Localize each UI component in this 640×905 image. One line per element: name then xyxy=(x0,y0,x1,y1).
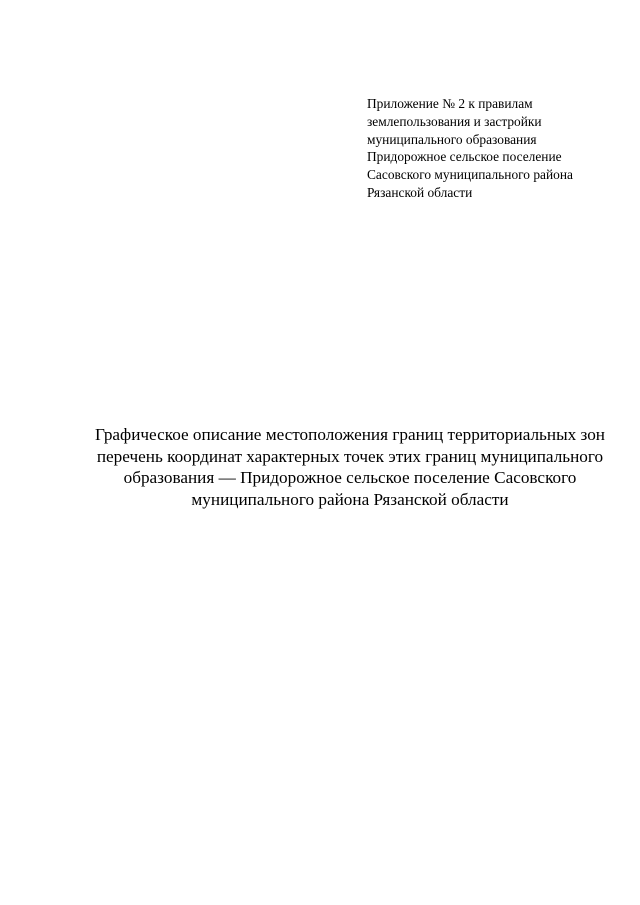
appendix-note xyxy=(367,95,627,202)
document-title-line: образования — Придорожное сельское поселение Сасовского xyxy=(123,468,577,487)
document-title-line: Графическое описание местоположения границ территориальных зон xyxy=(94,425,606,444)
document-title-line: муниципального района Рязанской области xyxy=(191,489,509,509)
appendix-note-line: землепользования и застройки xyxy=(367,113,542,129)
appendix-note-line: Придорожное сельское поселение xyxy=(367,149,562,165)
appendix-note-line: Приложение № 2 к правилам xyxy=(367,96,533,111)
document-title-line: перечень координат характерных точек этих границ муниципального xyxy=(96,446,604,466)
appendix-note-line: муниципального образования xyxy=(367,131,537,147)
appendix-note-line: Рязанской области xyxy=(367,184,473,200)
appendix-note-line: Сасовского муниципального района xyxy=(367,167,573,183)
document-title xyxy=(60,424,640,510)
